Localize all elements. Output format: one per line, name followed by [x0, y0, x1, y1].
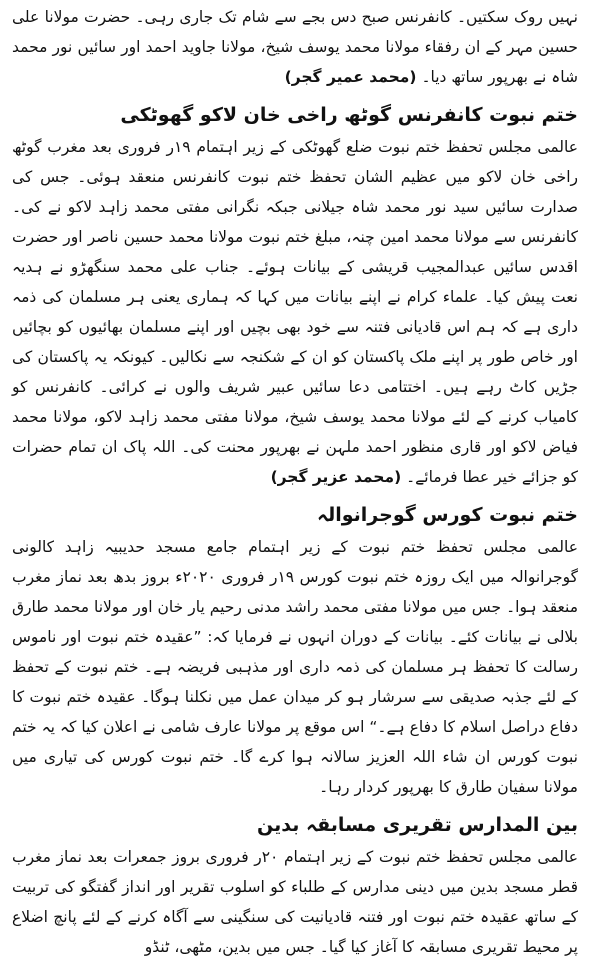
- article-paragraph: [12, 132, 578, 492]
- paragraph-text: عالمی مجلس تحفظ ختم نبوت کے زیر اہتمام جامع مسجد حدیبیہ زاہد کالونی گوجرانوالہ میں ایک روزہ ختم نبوت کورس ۱۹ر فروری ۲۰۲۰ء بروز بدھ بعد نماز مغرب منعقد ہوا۔ جس میں مولانا مفتی محمد راشد مدنی رحیم یار خان اور مولانا محمد طارق بلالی نے بیانات کئے۔ بیانات کے دوران انہوں نے فرمایا کہ: ”عقیدہ ختم نبوت اور ناموس رسالت کا تحفظ ہر مسلمان کی ذمہ داری اور مذہبی فریضہ ہے۔ ختم نبوت کے تحفظ کے لئے جذبہ صدیقی سے سرشار ہو کر میدان عمل میں نکلنا ہوگا۔ عقیدہ ختم نبوت کا دفاع دراصل اسلام کا دفاع ہے۔“ اس موقع پر مولانا عارف شامی نے اعلان کیا کہ یہ ختم نبوت کورس ان شاء اللہ العزیز سالانہ ہوا کرے گا۔ ختم نبوت کورس کی تیاری میں مولانا سفیان طارق کا بھرپور کردار رہا۔: [12, 538, 579, 796]
- article-heading: ختم نبوت کانفرنس گوٹھ راخی خان لاکو گھوٹکی: [120, 104, 578, 126]
- paragraph-text: عالمی مجلس تحفظ ختم نبوت ضلع گھوٹکی کے زیر اہتمام ۱۹ر فروری بعد مغرب گوٹھ راخی خان لاکو میں عظیم الشان تحفظ ختم نبوت کانفرنس منعقد ہوئی۔ جس کی صدارت سائیں سید نور محمد شاہ جیلانی جبکہ نگرانی مفتی محمد زاہد لاکو نے کی۔ کانفرنس سے مولانا محمد امین چنہ، مبلغ ختم نبوت مولانا محمد حسین ناصر اور حضرت اقدس سائیں عبدالمجیب قریشی کے بیانات ہوئے۔ جناب علی محمد سنگھڑو نے ہدیہ نعت پیش کیا۔ علماء کرام نے اپنے بیانات میں کہا کہ ہماری یعنی ہر مسلمان کی ذمہ داری ہے کہ ہم اس قادیانی فتنہ سے خود بھی بچیں اور اپنے مسلمان بھائیوں کو بچائیں اور خاص طور پر اپنے ملک پاکستان کو ان کے شکنجہ سے نکالیں۔ کیونکہ یہ پاکستان کی جڑیں کاٹ رہے ہیں۔ اختتامی دعا سائیں عبیر شریف والوں نے کرائی۔ کانفرنس کو کامیاب کرنے کے لئے مولانا محمد یوسف شیخ، مولانا مفتی محمد زاہد لاکو، مولانا محمد فیاض لاکو اور قاری منظور احمد ملہن نے بھرپور محنت کی۔ اللہ پاک ان تمام حضرات کو جزائے خیر عطا فرمائے۔: [12, 138, 579, 486]
- article-heading: ختم نبوت کورس گوجرانوالہ: [316, 504, 578, 526]
- article-paragraph: [12, 2, 578, 92]
- author-signature: (محمد عمیر گجر): [284, 68, 417, 86]
- article-paragraph: [12, 532, 578, 802]
- article-paragraph: [12, 842, 578, 962]
- paragraph-text: نہیں روک سکتیں۔ کانفرنس صبح دس بجے سے شام تک جاری رہی۔ حضرت مولانا علی حسین مہر کے ان رفقاء مولانا محمد یوسف شیخ، مولانا جاوید احمد اور سائیں نور محمد شاہ نے بھرپور ساتھ دیا۔: [12, 8, 578, 86]
- article-heading: بین المدارس تقریری مسابقہ بدین: [257, 814, 578, 836]
- article-ghotki: [12, 92, 578, 492]
- author-signature: (محمد عزیر گجر): [270, 468, 402, 486]
- article-continued: [12, 2, 578, 92]
- article-gujranwala: [12, 492, 578, 802]
- paragraph-text: عالمی مجلس تحفظ ختم نبوت کے زیر اہتمام ۲۰ر فروری بروز جمعرات بعد نماز مغرب قطر مسجد بدین میں دینی مدارس کے طلباء کو اسلوب تقریر اور انداز گفتگو کی تربیت کے ساتھ عقیدہ ختم نبوت اور فتنہ قادیانیت کی سنگینی سے آگاہ کرنے کے لئے پانچ اضلاع پر محیط تقریری مسابقہ کا آغاز کیا گیا۔ جس میں بدین، مٹھی، ٹنڈو: [12, 848, 578, 956]
- article-badin: [12, 802, 578, 962]
